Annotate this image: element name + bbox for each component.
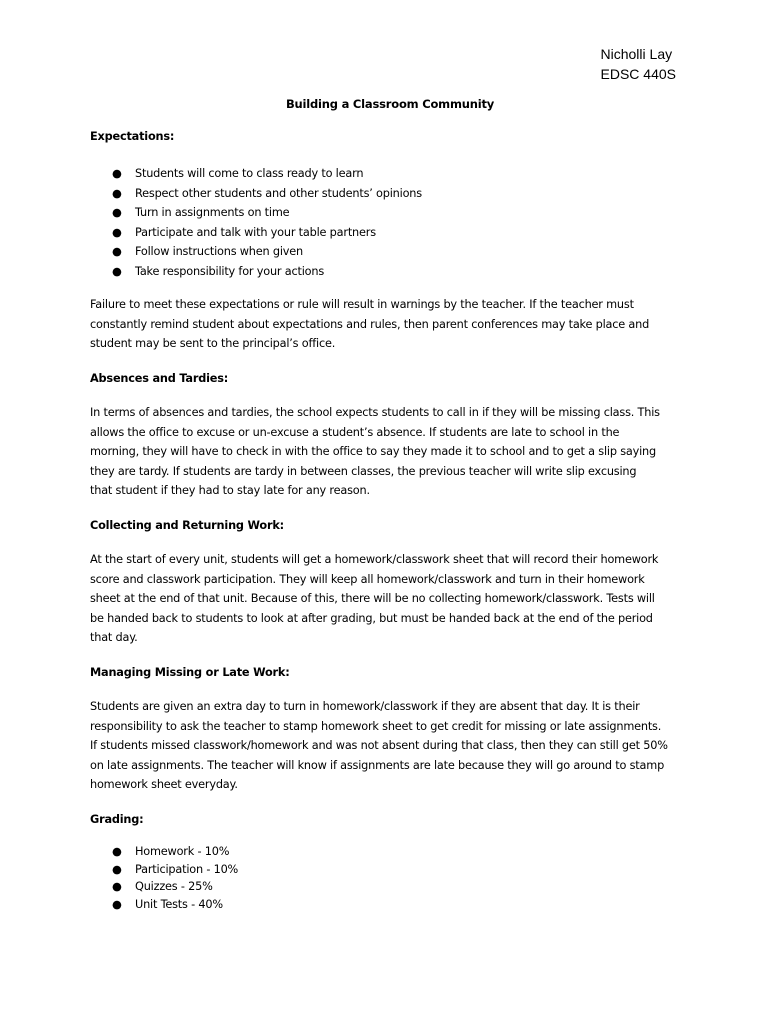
document-body <box>90 95 690 913</box>
list-item: ● Take responsibility for your actions <box>90 262 690 282</box>
missing-work-paragraph: Students are given an extra day to turn in homework/classwork if they are absent that day. It is their responsibility to ask the teacher to stamp homework sheet to get credit for missing or late assignments. If students missed classwork/homework and was not absent during that class, then they can still get 50% on late assignments. The teacher will know if assignments are late because they will go around to stamp homework sheet everyday. <box>90 700 668 791</box>
grading-list <box>90 843 690 913</box>
collecting-heading: Collecting and Returning Work: <box>90 518 284 532</box>
collecting-paragraph: At the start of every unit, students will get a homework/classwork sheet that will record their homework score and classwork participation. They will keep all homework/classwork and turn in their homework sheet at the end of that unit. Because of this, there will be no collecting homework/classwork. Tests will be handed back to students to look at after grading, but must be handed back at the end of the period that day. <box>90 553 659 644</box>
bullet-icon: ● <box>112 880 122 893</box>
bullet-icon: ● <box>112 225 122 239</box>
expectations-paragraph: Failure to meet these expectations or rule will result in warnings by the teacher. If the teacher must constantly remind student about expectations and rules, then parent conferences may take place and student may be sent to the principal’s office. <box>90 298 650 350</box>
list-item: ● Follow instructions when given <box>90 242 690 262</box>
expectations-heading: Expectations: <box>90 129 175 143</box>
grading-heading: Grading: <box>90 812 144 826</box>
list-item: ● Homework - 10% <box>90 843 690 861</box>
absences-paragraph: In terms of absences and tardies, the school expects students to call in if they will be missing class. This allows the office to excuse or un-excuse a student’s absence. If students are late to school in the morning, they will have to check in with the office to say they made it to school and to get a slip saying they are tardy. If students are tardy in between classes, the previous teacher will write slip excusing that student if they had to stay late for any reason. <box>90 406 660 497</box>
bullet-icon: ● <box>112 897 122 911</box>
expectations-list <box>90 164 690 281</box>
list-item: ● Unit Tests - 40% <box>90 896 690 914</box>
missing-work-heading: Managing Missing or Late Work: <box>90 665 290 679</box>
list-item: ● Participation - 10% <box>90 861 690 879</box>
bullet-icon: ● <box>112 245 122 258</box>
author-name: Nicholli Lay <box>600 46 673 62</box>
document-title: Building a Classroom Community <box>285 97 495 111</box>
list-item: ● Quizzes - 25% <box>90 878 690 896</box>
list-item: ● Participate and talk with your table partners <box>90 223 690 243</box>
bullet-icon: ● <box>112 862 122 876</box>
list-item: ● Students will come to class ready to learn <box>90 164 690 184</box>
absences-heading: Absences and Tardies: <box>90 371 229 385</box>
bullet-icon: ● <box>112 206 122 219</box>
bullet-icon: ● <box>112 264 122 278</box>
course-code: EDSC 440S <box>600 66 676 82</box>
bullet-icon: ● <box>112 845 122 858</box>
list-item: ● Respect other students and other students’ opinions <box>90 184 690 204</box>
bullet-icon: ● <box>112 167 122 180</box>
list-item: ● Turn in assignments on time <box>90 203 690 223</box>
author-header <box>601 44 676 84</box>
bullet-icon: ● <box>112 186 122 200</box>
